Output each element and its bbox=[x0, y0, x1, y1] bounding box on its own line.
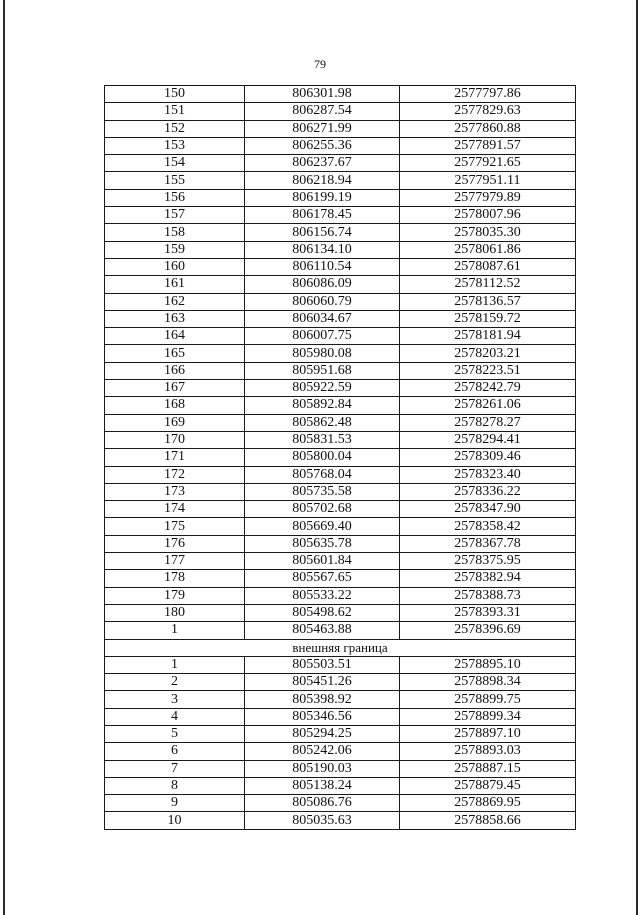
y-coordinate: 2578336.22 bbox=[400, 483, 576, 500]
y-coordinate: 2578879.45 bbox=[400, 777, 576, 794]
y-coordinate: 2578242.79 bbox=[400, 380, 576, 397]
x-coordinate: 805635.78 bbox=[245, 535, 400, 552]
point-number: 152 bbox=[105, 120, 245, 137]
table-row bbox=[105, 103, 576, 120]
table-row bbox=[105, 155, 576, 172]
point-number: 162 bbox=[105, 293, 245, 310]
table-row bbox=[105, 189, 576, 206]
y-coordinate: 2577860.88 bbox=[400, 120, 576, 137]
x-coordinate: 805735.58 bbox=[245, 483, 400, 500]
table-row bbox=[105, 293, 576, 310]
point-number: 157 bbox=[105, 207, 245, 224]
table-row bbox=[105, 570, 576, 587]
x-coordinate: 805533.22 bbox=[245, 587, 400, 604]
table-row bbox=[105, 518, 576, 535]
y-coordinate: 2578278.27 bbox=[400, 414, 576, 431]
x-coordinate: 806007.75 bbox=[245, 328, 400, 345]
table-row bbox=[105, 812, 576, 829]
y-coordinate: 2578294.41 bbox=[400, 431, 576, 448]
table-row bbox=[105, 708, 576, 725]
y-coordinate: 2578007.96 bbox=[400, 207, 576, 224]
point-number: 155 bbox=[105, 172, 245, 189]
table-row bbox=[105, 380, 576, 397]
point-number: 10 bbox=[105, 812, 245, 829]
y-coordinate: 2578899.34 bbox=[400, 708, 576, 725]
x-coordinate: 805346.56 bbox=[245, 708, 400, 725]
point-number: 4 bbox=[105, 708, 245, 725]
y-coordinate: 2578112.52 bbox=[400, 276, 576, 293]
point-number: 9 bbox=[105, 795, 245, 812]
point-number: 170 bbox=[105, 431, 245, 448]
point-number: 160 bbox=[105, 258, 245, 275]
y-coordinate: 2578396.69 bbox=[400, 622, 576, 639]
point-number: 153 bbox=[105, 137, 245, 154]
point-number: 169 bbox=[105, 414, 245, 431]
x-coordinate: 806301.98 bbox=[245, 86, 400, 103]
point-number: 7 bbox=[105, 760, 245, 777]
x-coordinate: 806134.10 bbox=[245, 241, 400, 258]
table-row bbox=[105, 86, 576, 103]
point-number: 165 bbox=[105, 345, 245, 362]
table-row bbox=[105, 310, 576, 327]
section-label: внешняя граница bbox=[105, 639, 576, 656]
x-coordinate: 805862.48 bbox=[245, 414, 400, 431]
table-row bbox=[105, 172, 576, 189]
x-coordinate: 805138.24 bbox=[245, 777, 400, 794]
table-row bbox=[105, 725, 576, 742]
x-coordinate: 806034.67 bbox=[245, 310, 400, 327]
y-coordinate: 2578061.86 bbox=[400, 241, 576, 258]
table-row bbox=[105, 345, 576, 362]
x-coordinate: 805503.51 bbox=[245, 656, 400, 673]
point-number: 156 bbox=[105, 189, 245, 206]
table-row bbox=[105, 241, 576, 258]
table-row bbox=[105, 760, 576, 777]
table-row bbox=[105, 414, 576, 431]
x-coordinate: 806060.79 bbox=[245, 293, 400, 310]
x-coordinate: 806178.45 bbox=[245, 207, 400, 224]
point-number: 171 bbox=[105, 449, 245, 466]
y-coordinate: 2578261.06 bbox=[400, 397, 576, 414]
table-row bbox=[105, 137, 576, 154]
table-row bbox=[105, 466, 576, 483]
point-number: 1 bbox=[105, 622, 245, 639]
x-coordinate: 806287.54 bbox=[245, 103, 400, 120]
scan-right-edge bbox=[636, 0, 638, 915]
x-coordinate: 805294.25 bbox=[245, 725, 400, 742]
table-row bbox=[105, 501, 576, 518]
table-row bbox=[105, 604, 576, 621]
y-coordinate: 2578858.66 bbox=[400, 812, 576, 829]
coordinates-rows-outer bbox=[105, 656, 576, 829]
x-coordinate: 806110.54 bbox=[245, 258, 400, 275]
table-row bbox=[105, 553, 576, 570]
y-coordinate: 2577797.86 bbox=[400, 86, 576, 103]
y-coordinate: 2577951.11 bbox=[400, 172, 576, 189]
table-row bbox=[105, 587, 576, 604]
point-number: 5 bbox=[105, 725, 245, 742]
y-coordinate: 2577979.89 bbox=[400, 189, 576, 206]
y-coordinate: 2578388.73 bbox=[400, 587, 576, 604]
x-coordinate: 805951.68 bbox=[245, 362, 400, 379]
x-coordinate: 805892.84 bbox=[245, 397, 400, 414]
x-coordinate: 806086.09 bbox=[245, 276, 400, 293]
y-coordinate: 2578223.51 bbox=[400, 362, 576, 379]
table-row bbox=[105, 656, 576, 673]
y-coordinate: 2578358.42 bbox=[400, 518, 576, 535]
x-coordinate: 805768.04 bbox=[245, 466, 400, 483]
x-coordinate: 805601.84 bbox=[245, 553, 400, 570]
point-number: 159 bbox=[105, 241, 245, 258]
x-coordinate: 805242.06 bbox=[245, 743, 400, 760]
table-row bbox=[105, 207, 576, 224]
y-coordinate: 2578899.75 bbox=[400, 691, 576, 708]
point-number: 180 bbox=[105, 604, 245, 621]
y-coordinate: 2578309.46 bbox=[400, 449, 576, 466]
x-coordinate: 806218.94 bbox=[245, 172, 400, 189]
point-number: 151 bbox=[105, 103, 245, 120]
point-number: 8 bbox=[105, 777, 245, 794]
x-coordinate: 805831.53 bbox=[245, 431, 400, 448]
page-number: 79 bbox=[314, 57, 326, 71]
x-coordinate: 805922.59 bbox=[245, 380, 400, 397]
y-coordinate: 2577829.63 bbox=[400, 103, 576, 120]
y-coordinate: 2577891.57 bbox=[400, 137, 576, 154]
y-coordinate: 2578203.21 bbox=[400, 345, 576, 362]
point-number: 168 bbox=[105, 397, 245, 414]
table-row bbox=[105, 535, 576, 552]
point-number: 161 bbox=[105, 276, 245, 293]
x-coordinate: 805398.92 bbox=[245, 691, 400, 708]
point-number: 174 bbox=[105, 501, 245, 518]
table-row bbox=[105, 622, 576, 639]
table-row bbox=[105, 691, 576, 708]
point-number: 2 bbox=[105, 674, 245, 691]
y-coordinate: 2578895.10 bbox=[400, 656, 576, 673]
table-row bbox=[105, 674, 576, 691]
point-number: 175 bbox=[105, 518, 245, 535]
y-coordinate: 2578367.78 bbox=[400, 535, 576, 552]
y-coordinate: 2577921.65 bbox=[400, 155, 576, 172]
point-number: 1 bbox=[105, 656, 245, 673]
table-row bbox=[105, 449, 576, 466]
x-coordinate: 805190.03 bbox=[245, 760, 400, 777]
point-number: 178 bbox=[105, 570, 245, 587]
point-number: 176 bbox=[105, 535, 245, 552]
x-coordinate: 805463.88 bbox=[245, 622, 400, 639]
x-coordinate: 805035.63 bbox=[245, 812, 400, 829]
point-number: 158 bbox=[105, 224, 245, 241]
x-coordinate: 806156.74 bbox=[245, 224, 400, 241]
point-number: 154 bbox=[105, 155, 245, 172]
y-coordinate: 2578136.57 bbox=[400, 293, 576, 310]
y-coordinate: 2578393.31 bbox=[400, 604, 576, 621]
table-row bbox=[105, 743, 576, 760]
y-coordinate: 2578382.94 bbox=[400, 570, 576, 587]
point-number: 179 bbox=[105, 587, 245, 604]
x-coordinate: 806199.19 bbox=[245, 189, 400, 206]
y-coordinate: 2578887.15 bbox=[400, 760, 576, 777]
y-coordinate: 2578898.34 bbox=[400, 674, 576, 691]
point-number: 177 bbox=[105, 553, 245, 570]
x-coordinate: 805086.76 bbox=[245, 795, 400, 812]
y-coordinate: 2578087.61 bbox=[400, 258, 576, 275]
point-number: 6 bbox=[105, 743, 245, 760]
y-coordinate: 2578035.30 bbox=[400, 224, 576, 241]
table-row bbox=[105, 276, 576, 293]
y-coordinate: 2578897.10 bbox=[400, 725, 576, 742]
table-row bbox=[105, 777, 576, 794]
x-coordinate: 806271.99 bbox=[245, 120, 400, 137]
y-coordinate: 2578869.95 bbox=[400, 795, 576, 812]
y-coordinate: 2578347.90 bbox=[400, 501, 576, 518]
x-coordinate: 805800.04 bbox=[245, 449, 400, 466]
y-coordinate: 2578181.94 bbox=[400, 328, 576, 345]
table-row bbox=[105, 483, 576, 500]
section-divider bbox=[105, 639, 576, 656]
point-number: 173 bbox=[105, 483, 245, 500]
table-row bbox=[105, 362, 576, 379]
y-coordinate: 2578893.03 bbox=[400, 743, 576, 760]
x-coordinate: 806237.67 bbox=[245, 155, 400, 172]
point-number: 164 bbox=[105, 328, 245, 345]
coordinates-table bbox=[104, 85, 576, 830]
y-coordinate: 2578159.72 bbox=[400, 310, 576, 327]
x-coordinate: 806255.36 bbox=[245, 137, 400, 154]
point-number: 3 bbox=[105, 691, 245, 708]
table-row bbox=[105, 431, 576, 448]
x-coordinate: 805702.68 bbox=[245, 501, 400, 518]
x-coordinate: 805451.26 bbox=[245, 674, 400, 691]
table-row bbox=[105, 258, 576, 275]
table-row bbox=[105, 795, 576, 812]
section-row bbox=[105, 639, 576, 656]
y-coordinate: 2578323.40 bbox=[400, 466, 576, 483]
table-row bbox=[105, 328, 576, 345]
point-number: 166 bbox=[105, 362, 245, 379]
point-number: 150 bbox=[105, 86, 245, 103]
point-number: 172 bbox=[105, 466, 245, 483]
scan-left-edge bbox=[3, 0, 5, 915]
point-number: 163 bbox=[105, 310, 245, 327]
x-coordinate: 805567.65 bbox=[245, 570, 400, 587]
y-coordinate: 2578375.95 bbox=[400, 553, 576, 570]
table-row bbox=[105, 120, 576, 137]
x-coordinate: 805669.40 bbox=[245, 518, 400, 535]
x-coordinate: 805980.08 bbox=[245, 345, 400, 362]
coordinates-rows-primary bbox=[105, 86, 576, 640]
point-number: 167 bbox=[105, 380, 245, 397]
table-row bbox=[105, 224, 576, 241]
table-row bbox=[105, 397, 576, 414]
x-coordinate: 805498.62 bbox=[245, 604, 400, 621]
